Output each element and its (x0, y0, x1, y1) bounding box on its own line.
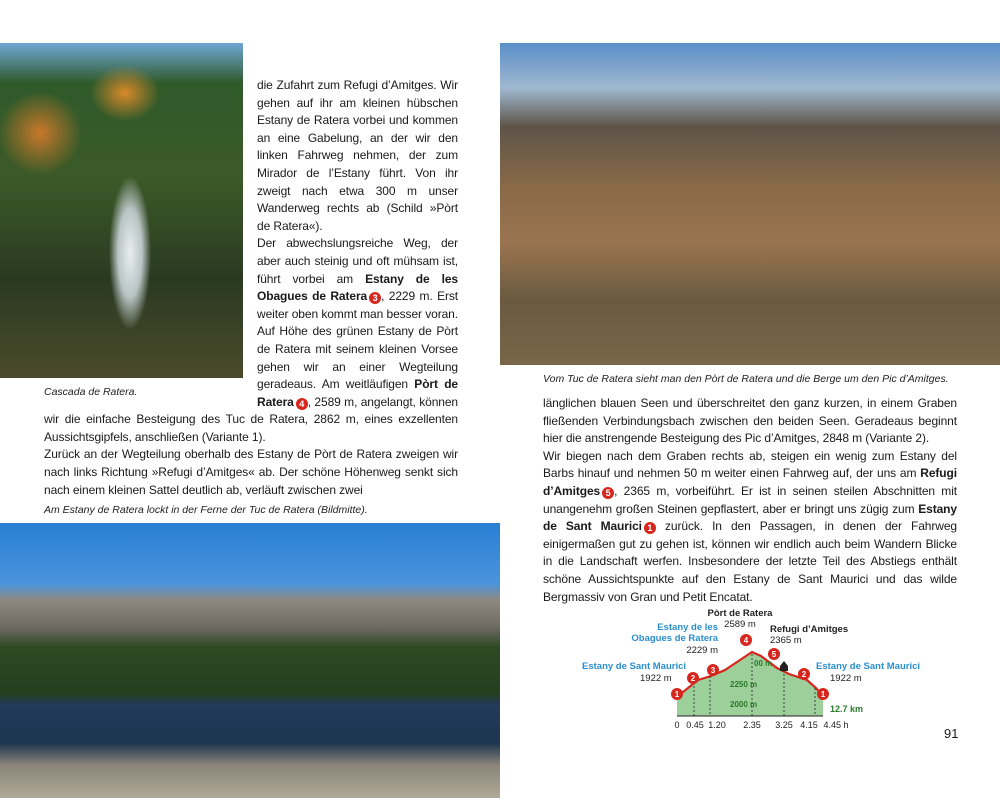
text: Wir biegen nach dem Graben rechts ab, steigen ein wenig zum Estany del Barbs hinauf und nehmen 50 m weiter einen Fahrweg auf, der uns am (543, 448, 957, 481)
time-tick: 4.45 h (823, 720, 849, 731)
distance-label: 12.7 km (830, 704, 864, 715)
place-name: Pòrt de Ratera (257, 377, 459, 409)
label-obagues-1: Estany de les (657, 622, 718, 634)
marker-1: 1 (820, 690, 826, 700)
photo1-spacer (44, 77, 257, 408)
waypoint-marker: 5 (602, 487, 614, 499)
label-port-de-ratera: Pòrt de Ratera (707, 608, 773, 620)
alt-start: 1922 m (640, 673, 672, 685)
left-full-paragraph: Zurück an der Wegteilung oberhalb des Estany de Pòrt de Ratera zweigen wir nach links Richtung »Refugi d’Amitges« ab. Der schöne Höhenweg senkt sich nach einem kleinen Sattel deutlich ab, verläuft zwischen zwei (44, 447, 458, 497)
waypoint-marker: 4 (296, 398, 308, 410)
photo-estany-de-ratera (0, 523, 500, 798)
elev-label: 00 m (754, 659, 773, 669)
waypoint-marker: 1 (644, 522, 656, 534)
text: , 2589 m, angelangt, können wir die einfache Besteigung des Tuc de Ratera, 2862 m, eines exzellenten Aussichtsgipfels, anschließen (Variante 1). (44, 394, 458, 444)
photo-tuc-de-ratera-view (500, 43, 1000, 365)
label-end: Estany de Sant Maurici (816, 661, 921, 673)
elevation-profile (580, 608, 925, 733)
caption-photo3: Vom Tuc de Ratera sieht man den Pòrt de Ratera und die Berge um den Pic d’Amitges. (543, 373, 949, 385)
place-name: Estany de les Obagues de Ratera (257, 271, 458, 304)
time-tick: 4.15 (800, 720, 818, 731)
caption-photo2: Am Estany de Ratera lockt in der Ferne der Tuc de Ratera (Bildmitte). (44, 504, 368, 517)
alt-port: 2589 m (724, 619, 756, 631)
paragraph (543, 448, 957, 606)
marker-5: 5 (771, 650, 777, 660)
text: zurück. In den Passagen, in denen der Fahrweg einigermaßen gut zu gehen ist, können wir endlich auch beim Wandern Blicke in die Landschaft werfen. Insbesondere der letzte Teil des Abstiegs enthält schöne Aussichtspunkte auf den Estany de Sant Maurici und das wilde Bergmassiv von Gran und Petit Encatat. (543, 519, 957, 604)
text: , 2229 m. Erst weiter oben kommt man besser voran. Auf Höhe des grünen Estany de Pòrt de Ratera mit seinem kleinen Vorsee gehen wir an einer Wegteilung geradeaus. Am weitläufigen (257, 289, 459, 392)
place-name: Refugi d’Amitges (543, 466, 957, 498)
marker-3: 3 (710, 666, 716, 676)
marker-1: 1 (674, 690, 680, 700)
waypoint-marker: 3 (369, 292, 381, 304)
marker-4: 4 (743, 636, 749, 646)
elev-label: 2000 m (730, 700, 758, 710)
page-number: 91 (944, 726, 959, 741)
alt-end: 1922 m (830, 673, 862, 685)
hut-icon (780, 661, 788, 671)
alt-refugi: 2365 m (770, 635, 802, 647)
label-start: Estany de Sant Maurici (582, 661, 687, 673)
text: , 2365 m, vorbeiführt. Er ist in seinen steilen Abschnitten mit unangenehm großen Steinen gepflastert, aber er bringt uns zügig zum (543, 483, 957, 516)
right-page-flow (543, 395, 957, 733)
time-tick: 1.20 (708, 720, 726, 731)
text: Der abwechslungsreiche Weg, der aber auch steinig und oft mühsam ist, führt vorbei am (257, 236, 458, 286)
marker-2: 2 (801, 670, 807, 680)
time-tick: 0 (674, 720, 680, 731)
caption-photo1: Cascada de Ratera. (44, 386, 138, 398)
label-refugi: Refugi d’Amitges (770, 624, 849, 636)
right-text-column (543, 395, 957, 606)
left-page-flow (44, 77, 458, 798)
elev-label: 2250 m (730, 680, 758, 690)
place-name: Estany de Sant Maurici (543, 501, 957, 534)
marker-2: 2 (690, 674, 696, 684)
time-tick: 2.35 (743, 720, 761, 731)
paragraph: die Zufahrt zum Refugi d’Amitges. Wir gehen auf ihr am kleinen hübschen Estany de Ratera vorbei und kommen an eine Gabelung, an der wir den linken Fahrweg nehmen, der zum Mirador de l’Estany führt. Von ihr zweigt nach etwa 300 m unser Wanderweg rechts ab (Schild »Pòrt de Ratera«). (257, 78, 458, 233)
paragraph: länglichen blauen Seen und überschreitet den ganz kurzen, in einem Graben fließenden Verbindungsbach zwischen den beiden Seen. Geradeaus beginnt hier die anstrengende Besteigung des Pic d’Amitges, 2848 m (Variante 2). (543, 396, 957, 446)
time-tick: 0.45 (686, 720, 704, 731)
time-tick: 3.25 (775, 720, 793, 731)
alt-obagues: 2229 m (686, 645, 718, 657)
label-obagues-2: Obagues de Ratera (631, 633, 718, 645)
